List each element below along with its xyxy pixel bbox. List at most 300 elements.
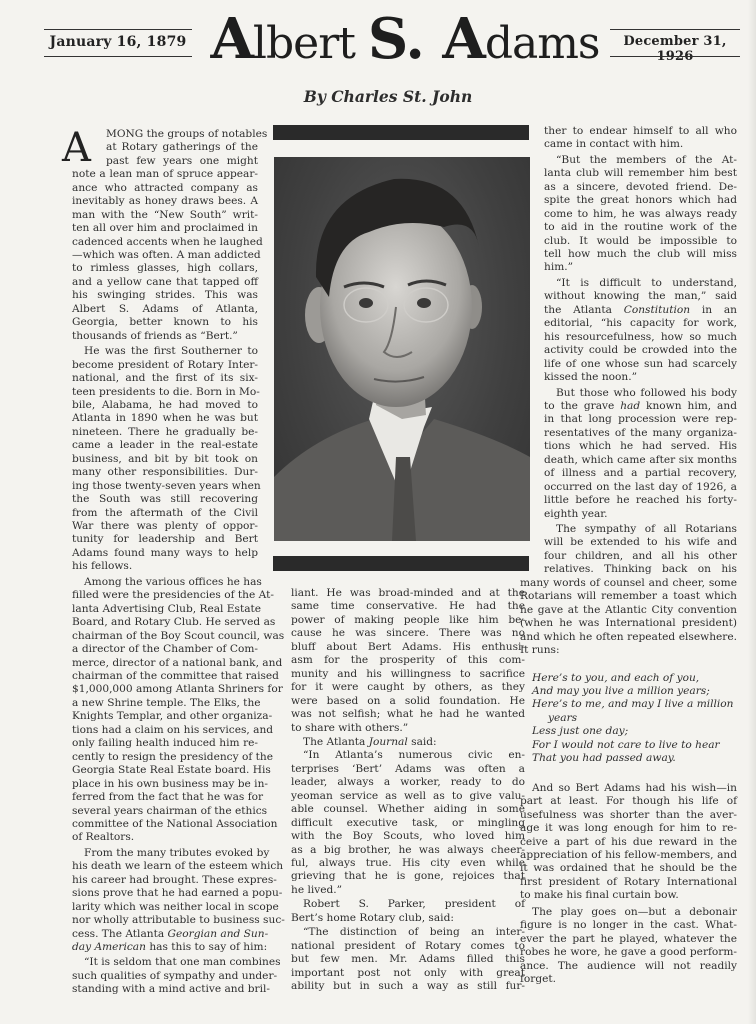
- text-run: a new Shrine temple. The Elks, the: [72, 697, 261, 709]
- text-line: [520, 794, 737, 808]
- text-line: [544, 426, 737, 440]
- text-line: [72, 736, 258, 750]
- text-run: lanta Advertising Club, Real Estate: [72, 603, 262, 615]
- text-line: [72, 519, 258, 533]
- text-run: eighth year.: [544, 508, 608, 520]
- text-line: [291, 775, 525, 789]
- text-line: [72, 575, 262, 589]
- text-line: [291, 966, 525, 980]
- text-line: [291, 869, 525, 883]
- text-line: [544, 234, 737, 248]
- text-line: [520, 630, 737, 644]
- text-line: [544, 412, 737, 426]
- text-line: [544, 247, 737, 261]
- text-run: were based on a solid foundation. He: [291, 695, 525, 707]
- text-line: [72, 886, 283, 900]
- text-line: [520, 861, 737, 875]
- text-run: came in contact with him.: [544, 138, 684, 150]
- text-run: Among the various offices he has: [84, 576, 262, 588]
- text-run: MONG the groups of notables: [106, 128, 268, 140]
- text-run: kissed the noon.”: [544, 371, 638, 383]
- text-run: of illness and a partial recovery,: [544, 467, 737, 479]
- text-run: only failing health induced him re-: [72, 737, 258, 749]
- text-line: [520, 905, 737, 919]
- text-run: national president of Rotary comes to: [291, 940, 525, 952]
- text-line: [544, 466, 737, 480]
- title-lbert: lbert: [252, 18, 368, 69]
- text-line: [291, 680, 525, 694]
- verse-line: That you had passed away.: [532, 752, 676, 764]
- rule-right-bottom: [610, 56, 740, 57]
- text-line: [72, 248, 261, 262]
- text-line: [106, 140, 258, 154]
- text-line: [72, 452, 258, 466]
- text-run: —which was often. A man addicted: [72, 249, 261, 261]
- text-run: his resourcefulness, how so much: [544, 331, 737, 343]
- text-run: ceive a part of his due reward in the: [520, 836, 737, 848]
- text-line: [72, 492, 258, 506]
- text-run: has this to say of him:: [145, 941, 268, 953]
- text-line: [520, 808, 737, 822]
- page-edge: [748, 0, 756, 1024]
- text-line: [291, 911, 525, 925]
- text-run: sions prove that he had earned a popu-: [72, 887, 283, 899]
- text-line: [72, 315, 258, 329]
- text-run: the South was still recovering: [72, 493, 258, 505]
- text-run: age it was long enough for him to re-: [520, 822, 737, 834]
- text-run: ful, always true. His city even while: [291, 857, 525, 869]
- verse-line: For I would not care to live to hear: [532, 739, 720, 751]
- text-line: [72, 302, 258, 316]
- text-run: him.”: [544, 261, 574, 273]
- text-run: The Atlanta: [303, 736, 369, 748]
- text-line: [520, 932, 737, 946]
- text-run: to share with others.”: [291, 722, 409, 734]
- text-run: liant. He was broad-minded and at the: [291, 587, 525, 599]
- text-line: [544, 493, 737, 507]
- text-line: [544, 276, 737, 290]
- text-run: grieving that he is gone, rejoices that: [291, 870, 525, 882]
- text-line: [291, 789, 525, 803]
- text-line: [72, 696, 261, 710]
- text-run: said:: [407, 736, 437, 748]
- text-line: [291, 599, 525, 613]
- text-run: at Rotary gatherings of the: [106, 141, 258, 153]
- text-line: [72, 629, 285, 643]
- italic-text: Constitution: [623, 304, 691, 316]
- text-run: The play goes on—but a debonair: [532, 906, 737, 918]
- text-line: [72, 425, 258, 439]
- text-run: Bert’s home Rotary club, said:: [291, 912, 454, 924]
- text-run: forget.: [520, 973, 557, 985]
- text-run: teen presidents to die. Born in Mo-: [72, 386, 260, 398]
- text-line: [72, 804, 268, 818]
- verse-line: Less just one day;: [532, 725, 629, 737]
- text-line: [291, 816, 525, 830]
- text-line: [520, 835, 737, 849]
- text-run: “But the members of the At-: [556, 154, 737, 166]
- text-line: [544, 480, 737, 494]
- text-run: occurred on the last day of 1926, a: [544, 481, 737, 493]
- text-line: [291, 613, 525, 627]
- text-line: [544, 153, 737, 167]
- portrait-photo: [274, 157, 530, 541]
- text-line: [72, 371, 258, 385]
- text-line: [72, 358, 258, 372]
- byline: By Charles St. John: [303, 87, 473, 106]
- text-run: his death we learn of the esteem which: [72, 860, 284, 872]
- text-run: note a lean man of spruce appear-: [72, 168, 258, 180]
- text-run: he gave at the Atlantic City convention: [520, 604, 737, 616]
- title-initial-a: A: [210, 6, 253, 72]
- text-run: The sympathy of all Rotarians: [556, 523, 737, 535]
- text-line: [291, 626, 525, 640]
- text-line: [72, 940, 268, 954]
- text-run: life of one whose sun had scarcely: [544, 358, 737, 370]
- text-run: chairman of the committee that raised: [72, 670, 279, 682]
- italic-text: day American: [72, 941, 146, 953]
- text-line: [72, 288, 258, 302]
- text-run: four children, and all his other: [544, 550, 737, 562]
- text-line: [106, 154, 258, 168]
- text-run: but few men. Mr. Adams filled this: [291, 953, 525, 965]
- text-line: [72, 982, 270, 996]
- text-run: terprises ‘Bert’ Adams was often a: [291, 763, 525, 775]
- text-run: in an: [690, 304, 737, 316]
- text-run: bluff about Bert Adams. His enthusi-: [291, 641, 525, 653]
- text-run: “It is difficult to understand,: [556, 277, 737, 289]
- text-run: relatives. Thinking back on his: [544, 563, 737, 575]
- verse-line: Here’s to me, and may I live a million: [532, 698, 734, 710]
- text-line: [72, 817, 278, 831]
- text-run: the Atlanta: [544, 304, 624, 316]
- text-run: difficult executive task, or mingling: [291, 817, 525, 829]
- text-line: [520, 945, 737, 959]
- text-line: [544, 207, 737, 221]
- text-line: [72, 465, 258, 479]
- text-line: [544, 357, 737, 371]
- text-line: [72, 261, 258, 275]
- text-run: cadenced accents when he laughed: [72, 236, 263, 248]
- text-run: ance. The audience will not readily: [520, 960, 737, 972]
- text-line: [72, 344, 258, 358]
- text-run: such qualities of sympathy and under-: [72, 970, 278, 982]
- text-line: [291, 802, 525, 816]
- text-line: [291, 667, 525, 681]
- text-run: without knowing the man,” said: [544, 290, 737, 302]
- text-run: cess. The Atlanta: [72, 928, 168, 940]
- photo-bar-top: [273, 125, 529, 140]
- death-date: December 31, 1926: [623, 34, 727, 64]
- text-run: of Realtors.: [72, 831, 135, 843]
- text-run: his career had brought. These expres-: [72, 874, 277, 886]
- text-line: [291, 762, 525, 776]
- text-run: several years chairman of the ethics: [72, 805, 268, 817]
- text-run: spite the great honors which had: [544, 194, 737, 206]
- text-run: tions which he had served. His: [544, 440, 737, 452]
- text-line: [544, 303, 737, 317]
- text-run: man with the “New South” writ-: [72, 209, 258, 221]
- text-run: able counsel. Whether aiding in some: [291, 803, 525, 815]
- text-run: to rimless glasses, high collars,: [72, 262, 258, 274]
- text-run: important post not only with great: [291, 967, 525, 979]
- text-run: usefulness was shorter than the aver-: [520, 809, 737, 821]
- text-line: [72, 790, 264, 804]
- text-run: a director of the Chamber of Com-: [72, 643, 258, 655]
- text-line: [544, 137, 737, 151]
- text-line: [291, 979, 525, 993]
- text-run: He was the first Southerner to: [84, 345, 258, 357]
- text-run: leader, always a worker, ready to do: [291, 776, 525, 788]
- text-run: little before he reached his forty-: [544, 494, 737, 506]
- text-run: It runs:: [520, 644, 560, 656]
- text-line: [544, 535, 737, 549]
- title-s: S.: [367, 6, 424, 72]
- text-line: [72, 532, 258, 546]
- rule-left-top: [44, 29, 192, 30]
- text-run: Board, and Rotary Club. He served as: [72, 616, 276, 628]
- text-line: [72, 588, 274, 602]
- text-run: part at least. For though his life of: [520, 795, 737, 807]
- title-dams: dams: [484, 18, 600, 69]
- text-line: [72, 969, 278, 983]
- text-run: From the many tributes evoked by: [84, 847, 270, 859]
- text-run: in that long procession were rep-: [544, 413, 737, 425]
- text-line: [72, 913, 285, 927]
- text-run: for it were caught by others, as they: [291, 681, 525, 693]
- text-line: [72, 546, 258, 560]
- text-run: many other responsibilities. Dur-: [72, 466, 258, 478]
- text-line: [72, 411, 258, 425]
- text-run: club. It would be impossible to: [544, 235, 737, 247]
- text-line: [291, 883, 525, 897]
- text-line: [72, 900, 279, 914]
- text-run: activity could be crowded into the: [544, 344, 737, 356]
- text-line: [291, 707, 525, 721]
- text-line: [72, 559, 258, 573]
- text-line: [72, 927, 269, 941]
- text-run: Georgia, better known to his: [72, 316, 258, 328]
- text-run: Robert S. Parker, president of: [303, 898, 525, 910]
- text-run: “The distinction of being an inter-: [303, 926, 525, 938]
- text-run: national, and the first of its six-: [72, 372, 258, 384]
- text-run: many words of counsel and cheer, some: [520, 577, 737, 589]
- text-run: figure is no longer in the cast. What-: [520, 919, 737, 931]
- text-run: become president of Rotary Inter-: [72, 359, 258, 371]
- text-line: [544, 193, 737, 207]
- article-title: [210, 6, 600, 72]
- text-line: [520, 603, 737, 617]
- text-run: first president of Rotary International: [520, 876, 737, 888]
- text-run: thousands of friends as “Bert.”: [72, 330, 238, 342]
- text-line: [72, 194, 258, 208]
- text-run: with the Boy Scouts, who loved him: [291, 830, 525, 842]
- text-line: [72, 642, 258, 656]
- text-run: known him, and: [640, 400, 737, 412]
- text-line: [520, 888, 737, 902]
- text-run: yeoman service as well as to give valu-: [291, 790, 525, 802]
- text-line: [72, 750, 273, 764]
- text-run: lanta club will remember him best: [544, 167, 737, 179]
- text-line: [291, 735, 525, 749]
- text-line: [72, 777, 268, 791]
- text-run: ability but in such a way as still fur-: [291, 980, 525, 992]
- text-run: nineteen. There he gradually be-: [72, 426, 258, 438]
- text-run: resentatives of the many organiza-: [544, 427, 737, 439]
- text-line: [291, 640, 525, 654]
- text-line: [544, 522, 737, 536]
- text-line: [72, 873, 277, 887]
- text-line: [520, 781, 737, 795]
- text-line: [72, 859, 284, 873]
- text-line: [72, 846, 270, 860]
- text-line: [72, 479, 261, 493]
- text-line: [72, 221, 258, 235]
- text-line: [291, 843, 525, 857]
- text-run: to make his final curtain bow.: [520, 889, 679, 901]
- text-run: committee of the National Association: [72, 818, 278, 830]
- portrait-illustration: [274, 157, 530, 541]
- text-line: [72, 656, 283, 670]
- text-line: [106, 127, 268, 141]
- text-line: [544, 507, 737, 521]
- text-line: [72, 329, 258, 343]
- text-run: will be extended to his wife and: [544, 536, 737, 548]
- photo-bar-bottom: [273, 556, 529, 571]
- text-line: [291, 939, 525, 953]
- text-line: [520, 959, 737, 973]
- text-line: [72, 235, 263, 249]
- text-line: [291, 721, 525, 735]
- text-run: place in his own business may be in-: [72, 778, 268, 790]
- text-line: [72, 438, 258, 452]
- text-line: [544, 124, 737, 138]
- text-run: he lived.”: [291, 884, 343, 896]
- text-run: power of making people like him be-: [291, 614, 525, 626]
- text-line: [544, 343, 737, 357]
- text-run: ther to endear himself to all who: [544, 125, 737, 137]
- text-run: death, which came after six months: [544, 454, 737, 466]
- text-line: [544, 439, 737, 453]
- text-line: [544, 549, 737, 563]
- text-line: [291, 694, 525, 708]
- text-line: [72, 385, 258, 399]
- text-run: and a yellow cane that tapped off: [72, 276, 258, 288]
- text-line: [544, 330, 737, 344]
- text-run: Knights Templar, and other organiza-: [72, 710, 273, 722]
- text-line: [544, 289, 737, 303]
- text-run: cently to resign the presidency of the: [72, 751, 273, 763]
- text-run: Atlanta in 1890 when he was but: [72, 412, 258, 424]
- italic-text: Georgian and Sun-: [167, 928, 269, 940]
- text-line: [544, 180, 737, 194]
- text-run: “It is seldom that one man combines: [84, 956, 281, 968]
- text-run: ferred from the fact that he was for: [72, 791, 264, 803]
- text-line: [544, 166, 737, 180]
- text-line: [291, 829, 525, 843]
- text-run: tell how much the club will miss: [544, 248, 737, 260]
- text-line: [72, 506, 258, 520]
- verse-line: years: [548, 712, 578, 724]
- text-run: Rotarians will remember a toast which: [520, 590, 737, 602]
- text-run: And so Bert Adams had his wish—in: [532, 782, 737, 794]
- text-line: [72, 669, 279, 683]
- birth-date: January 16, 1879: [49, 34, 187, 50]
- text-line: [72, 208, 258, 222]
- text-run: But those who followed his body: [556, 387, 737, 399]
- text-line: [72, 602, 262, 616]
- text-line: [291, 586, 525, 600]
- text-run: merce, director of a national bank, and: [72, 657, 283, 669]
- text-run: filled were the presidencies of the At-: [72, 589, 274, 601]
- text-line: [72, 615, 276, 629]
- text-run: standing with a mind active and bril-: [72, 983, 270, 995]
- text-run: “In Atlanta’s numerous civic en-: [303, 749, 525, 761]
- text-line: [520, 576, 737, 590]
- text-run: came a leader in the real-estate: [72, 439, 258, 451]
- text-run: ever the part he played, whatever the: [520, 933, 737, 945]
- text-run: it was ordained that he should be the: [520, 862, 737, 874]
- text-line: [72, 709, 273, 723]
- text-line: [291, 952, 525, 966]
- text-line: [291, 653, 525, 667]
- text-line: [291, 925, 525, 939]
- text-run: nor wholly attributable to business suc-: [72, 914, 285, 926]
- text-run: War there was plenty of oppor-: [72, 520, 258, 532]
- text-line: [520, 821, 737, 835]
- text-run: to aid in the routine work of the: [544, 221, 737, 233]
- text-run: tions had a claim on his services, and: [72, 724, 274, 736]
- text-run: munity and his willingness to sacrifice: [291, 668, 525, 680]
- text-line: [72, 275, 258, 289]
- text-run: appreciation of his fellow-members, and: [520, 849, 737, 861]
- text-run: (when he was International president): [520, 617, 737, 629]
- text-line: [520, 875, 737, 889]
- text-run: to the grave: [544, 400, 621, 412]
- text-line: [544, 386, 737, 400]
- text-line: [291, 897, 525, 911]
- text-line: [544, 399, 737, 413]
- text-run: past few years one might: [106, 155, 258, 167]
- text-line: [544, 453, 737, 467]
- text-run: larity which was neither local in scope: [72, 901, 279, 913]
- text-run: robes he wore, he gave a good perform-: [520, 946, 737, 958]
- text-run: ance who attracted company as: [72, 182, 258, 194]
- text-run: was not selfish; what he had he wanted: [291, 708, 525, 720]
- text-run: tunity for leadership and Bert: [72, 533, 258, 545]
- text-line: [72, 763, 271, 777]
- text-run: ten all over him and proclaimed in: [72, 222, 258, 234]
- drop-cap: A: [62, 125, 91, 171]
- text-line: [520, 848, 737, 862]
- text-run: Adams found many ways to help: [72, 547, 258, 559]
- rule-left-bottom: [44, 56, 192, 57]
- text-run: his swinging strides. This was: [72, 289, 258, 301]
- text-line: [72, 723, 274, 737]
- text-line: [520, 643, 737, 657]
- text-run: ing those twenty-seven years when: [72, 480, 261, 492]
- text-run: inevitably as honey draws bees. A: [72, 195, 258, 207]
- text-line: [544, 260, 737, 274]
- text-line: [291, 748, 525, 762]
- text-line: [544, 370, 737, 384]
- title-initial-a2: A: [423, 6, 485, 72]
- text-run: and which he often repeated elsewhere.: [520, 631, 737, 643]
- italic-text: Journal: [368, 736, 408, 748]
- verse-line: Here’s to you, and each of you,: [532, 672, 700, 684]
- text-line: [520, 972, 737, 986]
- text-run: come to him, he was always ready: [544, 208, 737, 220]
